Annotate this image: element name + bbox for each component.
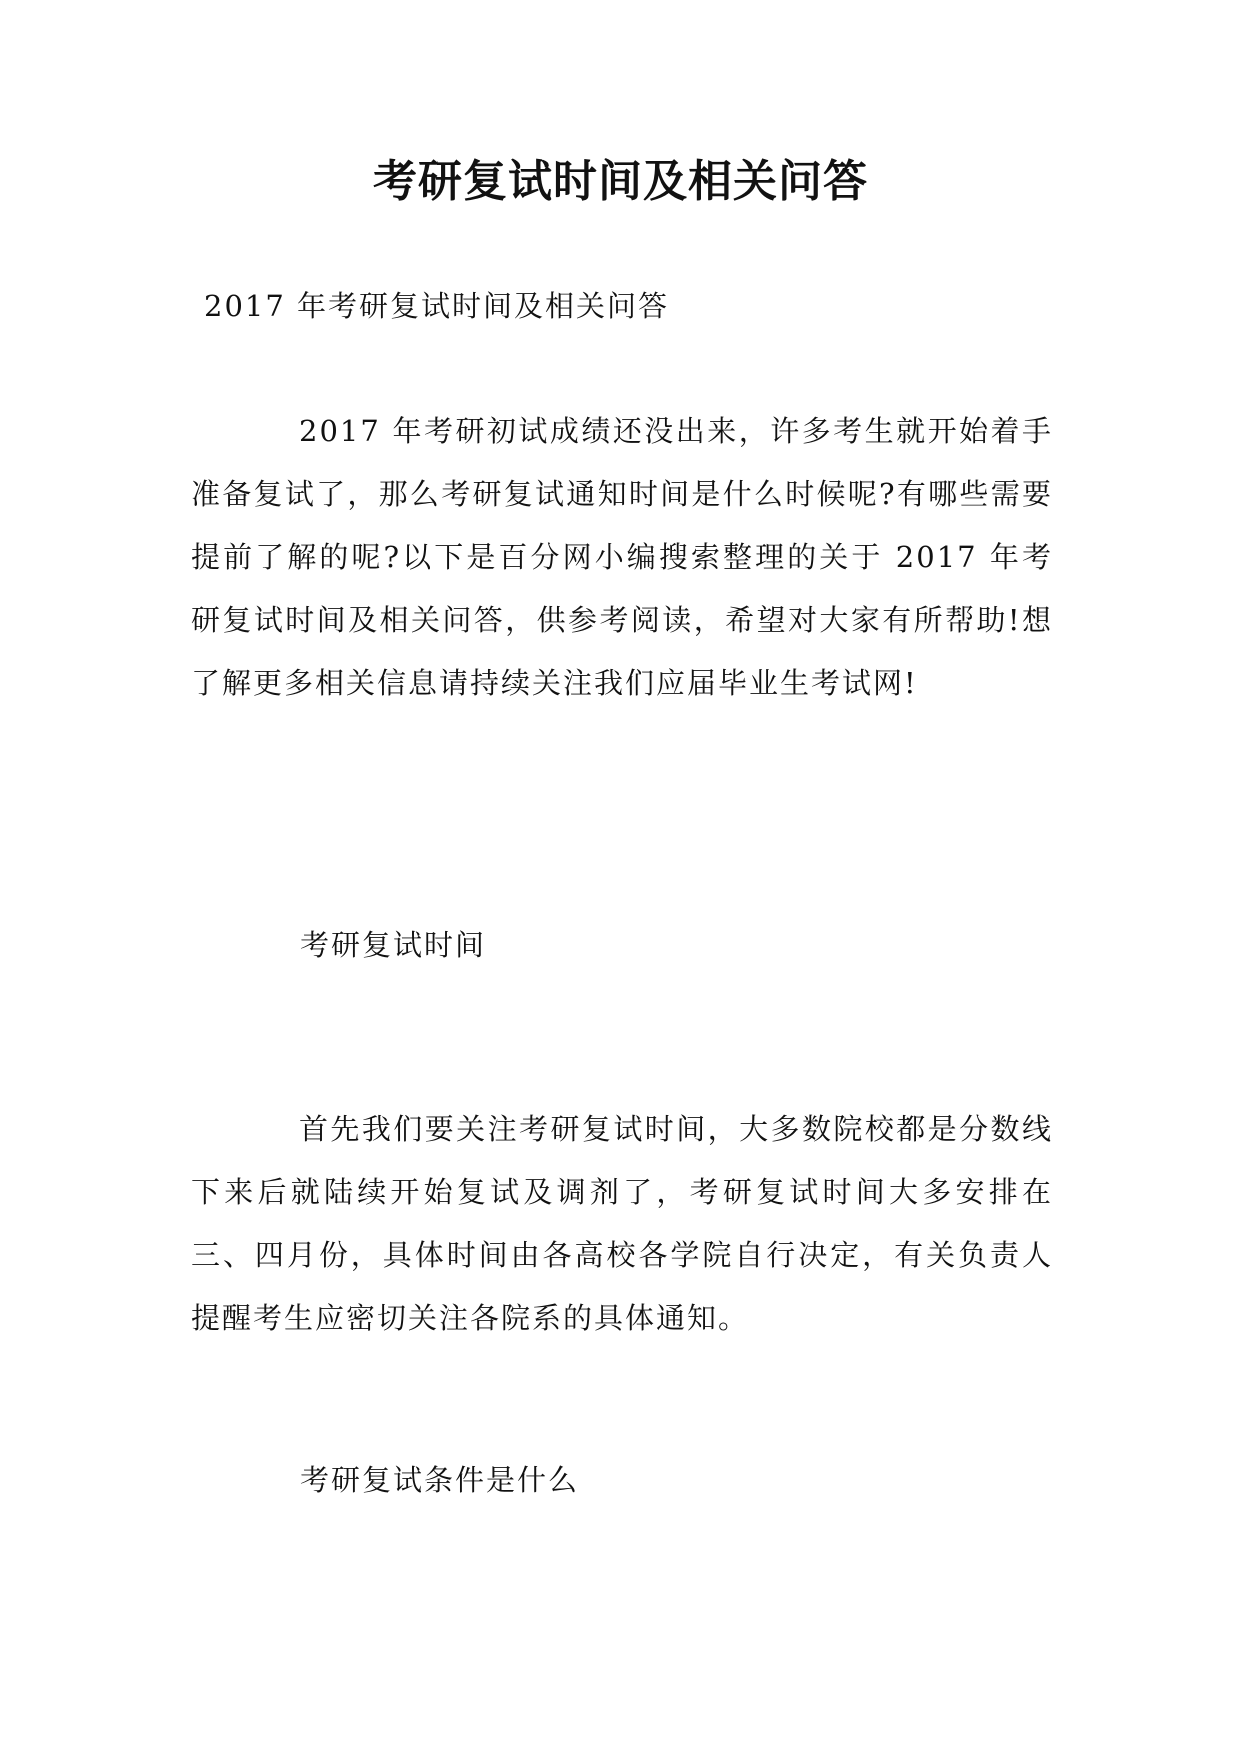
section-heading-exam-conditions: 考研复试条件是什么 [300, 1463, 580, 1497]
exam-time-paragraph: 首先我们要关注考研复试时间，大多数院校都是分数线下来后就陆续开始复试及调剂了，考研复试时间大多安排在三、四月份，具体时间由各高校各学院自行决定，有关负责人提醒考生应密切关注各院系的具体通知。 [191, 1112, 1053, 1335]
intro-paragraph: 2017 年考研初试成绩还没出来，许多考生就开始着手准备复试了，那么考研复试通知时间是什么时候呢?有哪些需要提前了解的呢?以下是百分网小编搜索整理的关于 2017 年考研复试时间及相关问答，供参考阅读，希望对大家有所帮助!想了解更多相关信息请持续关注我们应届毕业生考试网! [191, 414, 1053, 700]
section-heading-exam-time: 考研复试时间 [300, 928, 487, 962]
document-subtitle: 2017 年考研复试时间及相关问答 [204, 289, 670, 323]
document-title: 考研复试时间及相关问答 [373, 156, 868, 207]
